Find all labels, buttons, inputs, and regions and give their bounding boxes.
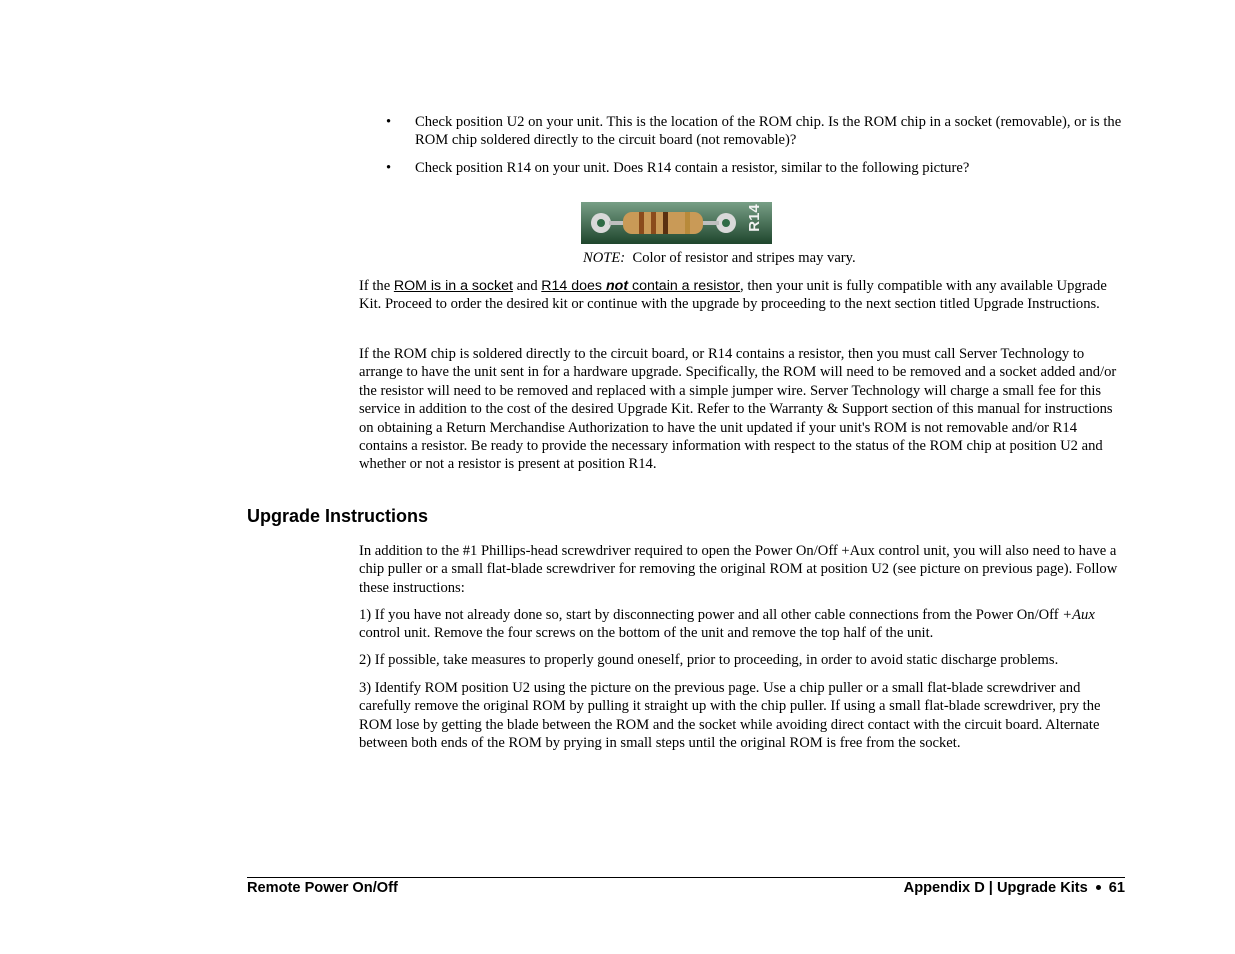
bullet-symbol: •: [386, 114, 392, 130]
page-number: 61: [1108, 880, 1125, 896]
caption-prefix: NOTE:: [583, 250, 626, 266]
text-italic: +Aux: [1062, 607, 1095, 623]
footer-title: Remote Power On/Off: [247, 880, 398, 896]
caption-text: Color of resistor and stripes may vary.: [632, 250, 856, 266]
footer-divider: [247, 877, 1125, 878]
bullet-symbol: •: [386, 159, 392, 176]
hardware-upgrade-paragraph: If the ROM chip is soldered directly to the circuit board, or R14 contains a resistor, then you must call Server Technology to arrange to have the unit sent in for a hardware upgrade. Specifically, the ROM will need to be removed and a socket added and/or the resistor will need to be removed and replaced with a simple jumper wire. Server Technology will charge a small fee for this service in addition to the cost of the desired Upgrade Kit. Refer to the Warranty & Support section of this manual for instructions on obtaining a Return Merchandise Authorization to have the unit updated if your unit's ROM is not removable and/or R14 contains a resistor. Be ready to provide the necessary information with respect to the status of the ROM chip at position U2 and whether or not a resistor is present at position R14.: [359, 346, 1117, 473]
resistor-image: [581, 202, 772, 244]
bullet-item-u2: [386, 113, 1126, 150]
footer-section: [904, 880, 1125, 896]
figure-caption: [583, 249, 856, 267]
intro-paragraph: In addition to the #1 Phillips-head screwdriver required to open the Power On/Off +Aux control unit, you will also need to have a chip puller or a small flat-blade screwdriver for removing the original ROM at position U2 (see picture on previous page). Follow these instructions:: [359, 543, 1118, 596]
text-run: control unit. Remove the four screws on the bottom of the unit and remove the top half of the unit.: [359, 625, 934, 642]
footer-section-label: Appendix D | Upgrade Kits: [903, 880, 1088, 896]
section-heading: Upgrade Instructions: [247, 506, 429, 526]
bullet-item-r14: [386, 159, 1126, 177]
resistor-photo: [581, 202, 772, 244]
text-run: , then your unit is fully compatible with any available Upgrade Kit. Proceed to order the desired kit or continue with the upgrade by proceeding to the next section titled Upgrade Instructions.: [359, 278, 1107, 313]
step-1: [359, 606, 1129, 643]
r14-no-resistor-link[interactable]: [541, 278, 740, 294]
bullet-dot-icon: [1096, 885, 1101, 890]
compatibility-paragraph: [359, 277, 1129, 314]
text-run: and: [512, 278, 542, 294]
rom-socket-link[interactable]: ROM is in a socket: [393, 278, 513, 294]
step-3: 3) Identify ROM position U2 using the picture on the previous page. Use a chip puller or a small flat-blade screwdriver and carefully remove the original ROM by pulling it straight up with the chip puller. If using a small flat-blade screwdriver, pry the ROM lose by getting the blade between the ROM and the socket while avoiding direct contact with the circuit board. Alternate between both ends of the ROM by prying in small steps until the original ROM is free from the socket.: [359, 680, 1101, 752]
link-text: R14 does: [541, 278, 606, 294]
bullet-list: [386, 113, 1126, 186]
link-text: contain a resistor: [628, 278, 741, 294]
link-emphasis: not: [605, 278, 629, 294]
bullet-text: Check position R14 on your unit. Does R14 contain a resistor, similar to the following picture?: [415, 159, 970, 176]
text-run: If the: [359, 278, 394, 294]
bullet-text: Check position U2 on your unit. This is the location of the ROM chip. Is the ROM chip in a socket (removable), or is the ROM chip soldered directly to the circuit board (not removable)?: [415, 114, 1122, 149]
text-run: 1) If you have not already done so, start by disconnecting power and all other cable connections from the Power On/Off: [359, 607, 1063, 623]
step-2: 2) If possible, take measures to properly gound oneself, prior to proceeding, in order to avoid static discharge problems.: [359, 652, 1059, 668]
r14-silkscreen-label: R14: [746, 204, 763, 232]
